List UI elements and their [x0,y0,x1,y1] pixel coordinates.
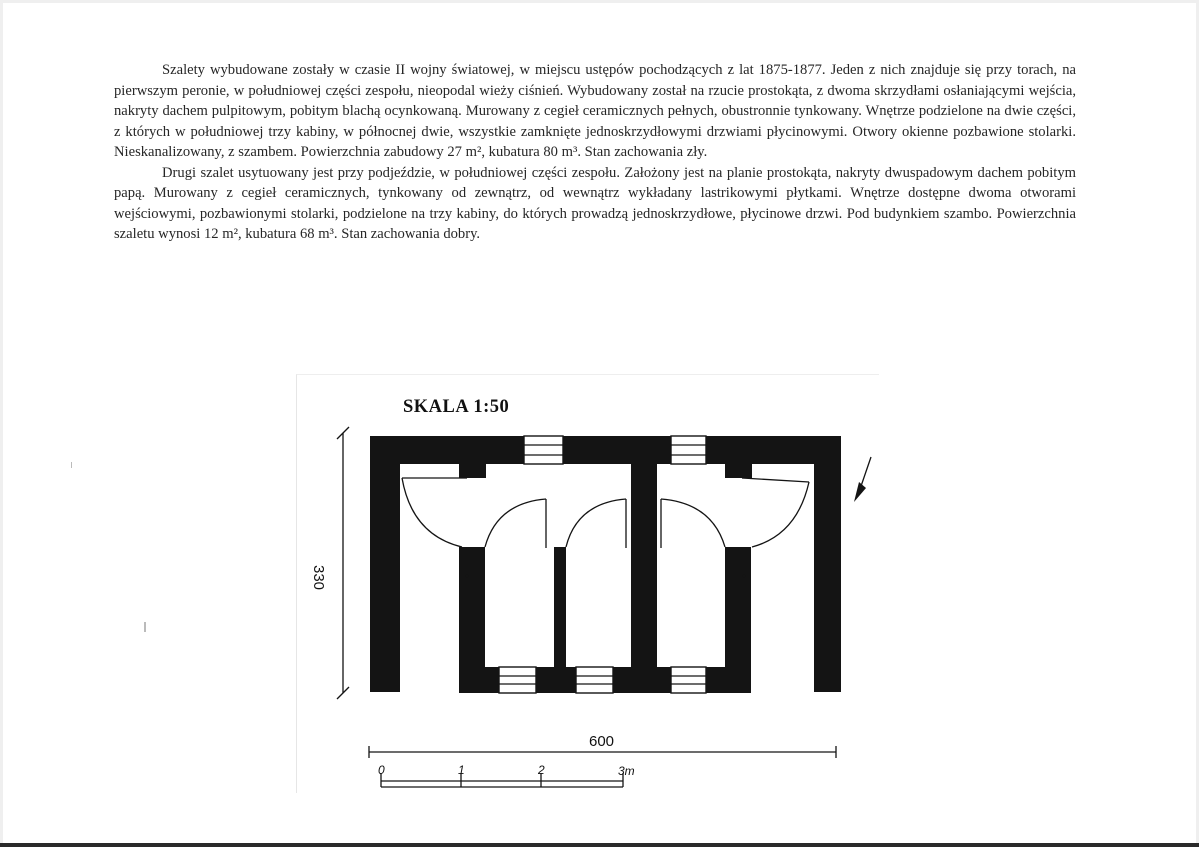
top-window-left [524,436,563,464]
scan-edge [0,843,1199,847]
bottom-wall-d [706,667,751,693]
bottom-wall-b [536,667,576,693]
height-dimension-label: 330 [310,565,327,591]
left-entry-door-arc [402,478,462,547]
top-wall-middle [563,436,671,464]
scale-tick-label-1: 1 [458,763,465,777]
bottom-wall-c [613,667,671,693]
scale-tick-label-0: 0 [378,763,385,777]
scale-tick-label-2: 2 [538,763,545,777]
central-partition [631,460,657,693]
cabin-door-b-arc [566,499,626,547]
scale-tick-label-3: 3m [618,764,635,778]
scan-speck [71,462,72,468]
right-entry-stub [725,460,752,478]
scale-title: SKALA 1:50 [403,397,510,417]
paragraph-first: Szalety wybudowane zostały w czasie II wojny światowej, w miejscu ustępów pochodzących z lat 1875-1877. Jeden z nich znajduje się przy torach, na pierwszym peronie, w południowej części zespołu, nieopodal wieży ciśnień. Wybudowany został na rzucie prostokąta, z dwoma skrzydłami osłaniającymi wejścia, nakryty dachem pulpitowym, pobitym blachą ocynkowaną. Murowany z cegieł ceramicznych pełnych, obustronnie tynkowany. Wnętrze podzielone na dwie części, z których w południowej trzy kabiny, w północnej dwie, wszystkie zamknięte jednoskrzydłowymi drzwiami płycinowymi. Otwory okienne pozbawione stolarki. Nieskanalizowany, z szambem. Powierzchnia zabudowy 27 m², kubatura 80 m³. Stan zachowania zły. [114,62,1076,160]
description-text [114,60,1076,245]
top-window-right [671,436,706,464]
cabin-door-a-arc [485,499,546,547]
north-arrow-head [854,482,866,502]
width-dimension-label: 600 [589,733,615,750]
left-entry-stub [459,460,486,478]
right-entry-door-leaf [742,478,809,482]
right-outer-wall [814,436,841,692]
floor-plan-drawing [297,375,879,793]
scan-speck [144,622,146,632]
cabin-door-c-arc [661,499,725,547]
bottom-wall-a [459,667,499,693]
bottom-window-c [671,667,706,693]
left-outer-wall [370,436,400,692]
bottom-window-a [499,667,536,693]
paragraph-second: Drugi szalet usytuowany jest przy podjeździe, w południowej części zespołu. Założony jest na planie prostokąta, nakryty dwuspadowym dachem pobitym papą. Murowany z cegieł ceramicznych, tynkowany od zewnątrz, od wewnątrz wykładany lastrikowymi płytkami. Wnętrze dostępne dwoma otworami wejściowymi, pozbawionymi stolarki, podzielone na trzy kabiny, do których prowadzą jednoskrzydłowe, płycinowe drzwi. Pod budynkiem szambo. Powierzchnia szaletu wynosi 12 m², kubatura 68 m³. Stan zachowania dobry. [114,164,1076,242]
right-entry-door-arc [752,482,809,547]
floor-plan-figure [296,374,879,793]
bottom-window-b [576,667,613,693]
